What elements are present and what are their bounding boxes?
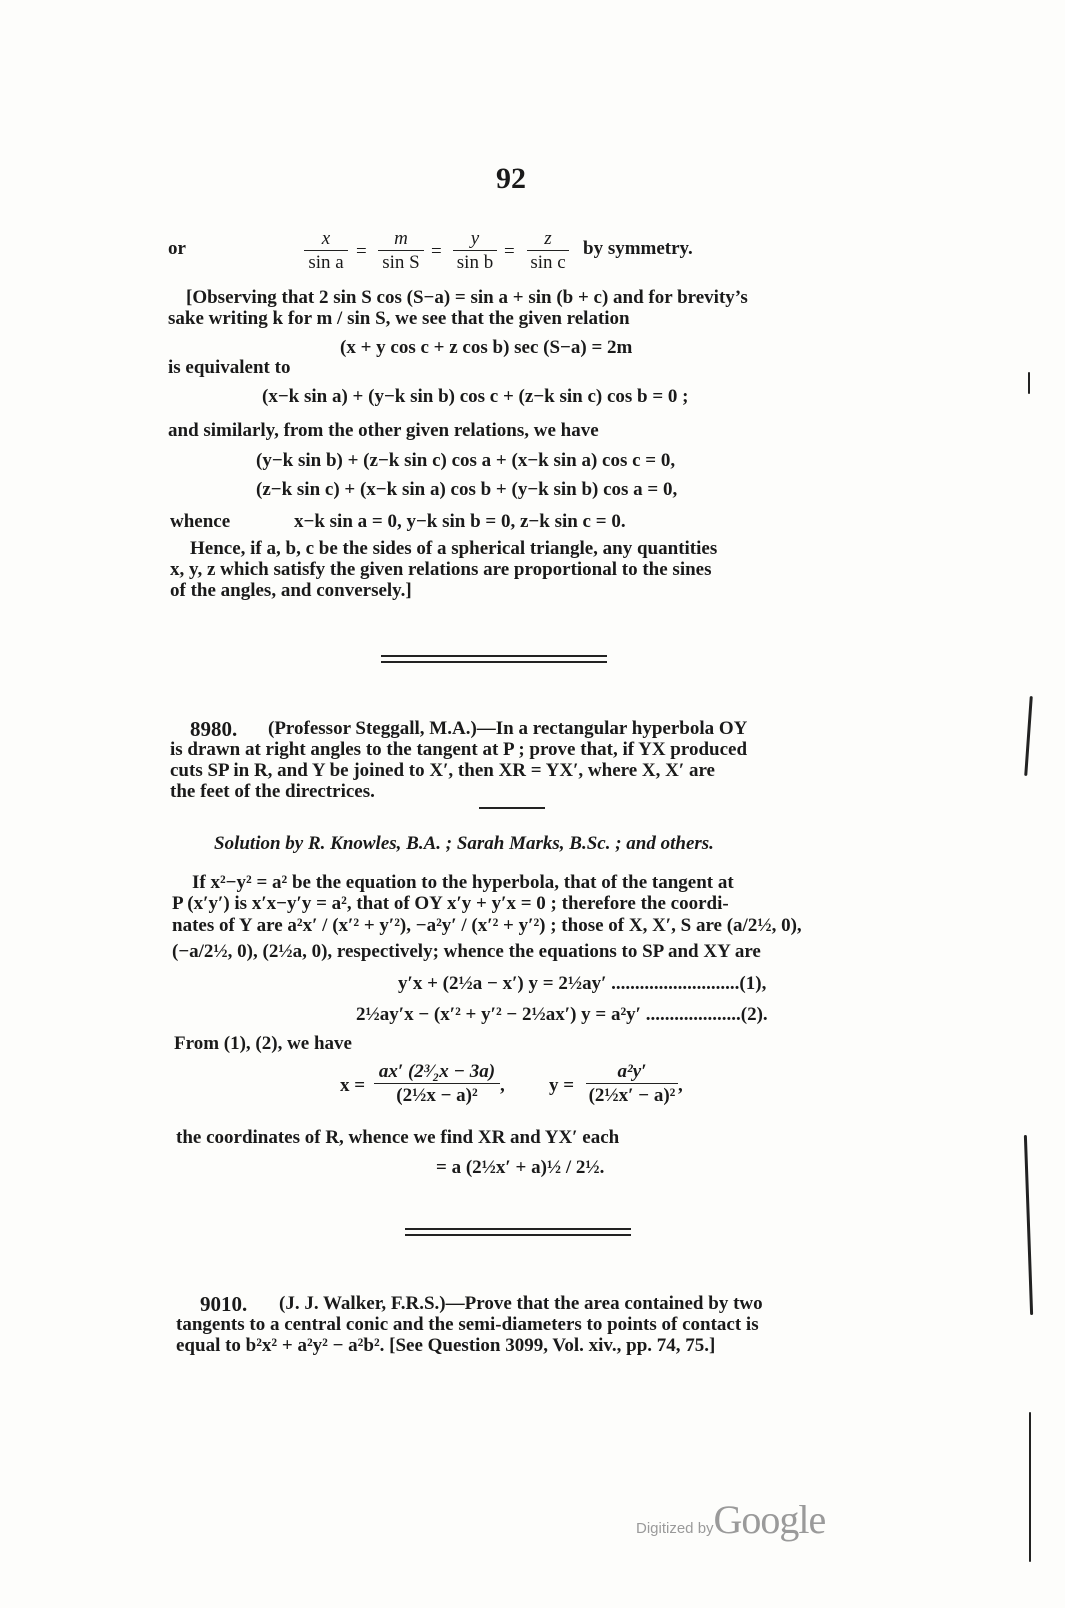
fraction-y-sin-b: y sin b	[453, 229, 497, 273]
short-rule	[479, 807, 545, 809]
question-line: cuts SP in R, and Y be joined to X′, then XR = YX′, where X, X′ are	[170, 760, 715, 781]
solution-line: (−a/2½, 0), (2½a, 0), respectively; whence the equations to SP and XY are	[172, 941, 761, 962]
text-line: of the angles, and conversely.]	[170, 580, 412, 601]
scan-edge-mark	[1024, 1135, 1033, 1315]
fraction-x-coordinate: ax′ (2³⁄₂x − 3a) (2½x − a)²	[374, 1062, 500, 1106]
by-symmetry: by symmetry.	[583, 238, 693, 259]
y-lhs: y =	[549, 1075, 575, 1096]
equation-line: (x−k sin a) + (y−k sin b) cos c + (z−k sin c) cos b = 0 ;	[262, 386, 689, 407]
or-word: or	[168, 238, 186, 259]
double-rule	[381, 655, 607, 657]
text-line: and similarly, from the other given relations, we have	[168, 420, 599, 441]
solution-line: If x²−y² = a² be the equation to the hyperbola, that of the tangent at	[192, 872, 734, 893]
fraction-m-sin-S: m sin S	[378, 229, 424, 273]
text-line: Hence, if a, b, c be the sides of a spherical triangle, any quantities	[190, 538, 718, 559]
solution-credit: Solution by R. Knowles, B.A. ; Sarah Marks, B.Sc. ; and others.	[214, 833, 714, 854]
x-lhs: x =	[340, 1075, 366, 1096]
equation-line: (z−k sin c) + (x−k sin a) cos b + (y−k sin b) cos a = 0,	[256, 479, 678, 500]
text-line: is equivalent to	[168, 357, 291, 378]
question-line: (Professor Steggall, M.A.)—In a rectangular hyperbola OY	[268, 718, 748, 739]
digitized-by-google-watermark: Digitized byGoogle	[636, 1497, 826, 1542]
question-line: is drawn at right angles to the tangent at P ; prove that, if YX produced	[170, 739, 748, 760]
solution-line: the coordinates of R, whence we find XR and YX′ each	[176, 1127, 620, 1148]
question-line: the feet of the directrices.	[170, 781, 375, 802]
page-number: 92	[496, 162, 526, 195]
question-line: equal to b²x² + a²y² − a²b². [See Question 3099, Vol. xiv., pp. 74, 75.]	[176, 1335, 716, 1356]
fraction-x-sin-a: x sin a	[304, 229, 348, 273]
fraction-z-sin-c: z sin c	[527, 229, 569, 273]
fraction-y-coordinate: a²y′ (2½x′ − a)²	[586, 1062, 678, 1106]
double-rule	[405, 1228, 631, 1230]
text-line: sake writing k for m / sin S, we see that the given relation	[168, 308, 630, 329]
equation-line: x−k sin a = 0, y−k sin b = 0, z−k sin c = 0.	[294, 511, 626, 532]
question-line: tangents to a central conic and the semi-diameters to points of contact is	[176, 1314, 759, 1335]
double-rule	[405, 1234, 631, 1236]
scan-edge-mark	[1029, 1412, 1031, 1562]
question-line: (J. J. Walker, F.R.S.)—Prove that the area contained by two	[279, 1293, 763, 1314]
solution-line: P (x′y′) is x′x−y′y = a², that of OY x′y + y′x = 0 ; therefore the coordi-	[172, 893, 729, 914]
question-number: 9010.	[200, 1292, 248, 1316]
result-line: = a (2½x′ + a)½ / 2½.	[436, 1157, 605, 1178]
equation-line: (y−k sin b) + (z−k sin c) cos a + (x−k sin a) cos c = 0,	[256, 450, 676, 471]
equation-line: (x + y cos c + z cos b) sec (S−a) = 2m	[340, 337, 633, 358]
double-rule	[381, 661, 607, 663]
scan-edge-mark	[1024, 696, 1033, 776]
equation-line: 2½ay′x − (x′² + y′² − 2½ax′) y = a²y′ ....................(2).	[356, 1004, 768, 1025]
scan-edge-mark	[1028, 372, 1030, 394]
text-line: x, y, z which satisfy the given relations are proportional to the sines	[170, 559, 712, 580]
solution-line: From (1), (2), we have	[174, 1033, 352, 1054]
text-line: whence	[170, 511, 231, 532]
equation-line: y′x + (2½a − x′) y = 2½ay′ ...........................(1),	[398, 973, 767, 994]
text-line: [Observing that 2 sin S cos (S−a) = sin a + sin (b + c) and for brevity’s	[186, 287, 748, 308]
question-number: 8980.	[190, 717, 238, 741]
solution-line: nates of Y are a²x′ / (x′² + y′²), −a²y′ / (x′² + y′²) ; those of X, X′, S are (a/2½, 0),	[172, 915, 802, 936]
